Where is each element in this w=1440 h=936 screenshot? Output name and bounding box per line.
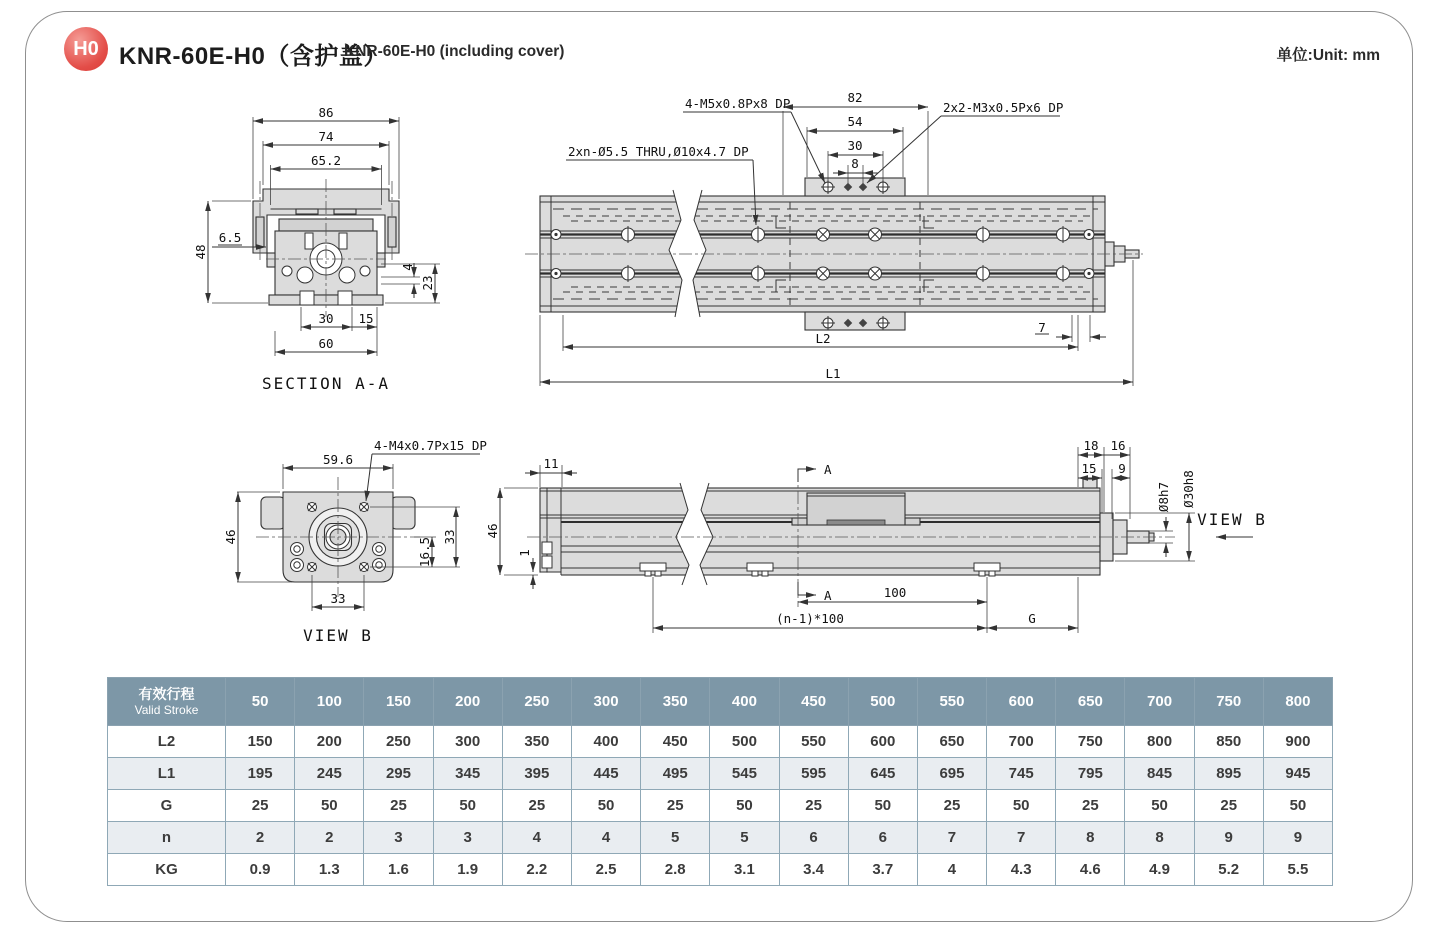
stroke-table bbox=[107, 677, 1333, 886]
dim-60: 60 bbox=[318, 336, 334, 351]
dim-4: 4 bbox=[400, 263, 415, 271]
table-cell: 3.4 bbox=[779, 854, 848, 886]
table-cell: 845 bbox=[1125, 758, 1194, 790]
section-aa-drawing bbox=[178, 105, 448, 395]
table-cell: 300 bbox=[433, 726, 502, 758]
dim-16: 16 bbox=[1110, 438, 1126, 453]
dim-16-5: 16.5 bbox=[417, 536, 432, 568]
stroke-header-cell: 300 bbox=[571, 678, 640, 726]
stroke-header-cell: 700 bbox=[1125, 678, 1194, 726]
table-cell: 4.9 bbox=[1125, 854, 1194, 886]
table-cell: 945 bbox=[1263, 758, 1332, 790]
dim-n-100: (n-1)*100 bbox=[776, 611, 844, 626]
table-cell: 50 bbox=[710, 790, 779, 822]
table-cell: 8 bbox=[1056, 822, 1125, 854]
dim-L1: L1 bbox=[825, 366, 841, 381]
table-cell: 50 bbox=[848, 790, 917, 822]
spec-table-wrap bbox=[107, 677, 1333, 886]
table-cell: 645 bbox=[848, 758, 917, 790]
dim-18: 18 bbox=[1083, 438, 1099, 453]
dim-G: G bbox=[1028, 611, 1036, 626]
stroke-header-cell: 600 bbox=[987, 678, 1056, 726]
side-view-part bbox=[527, 479, 1175, 585]
table-cell: 50 bbox=[571, 790, 640, 822]
table-cell: 50 bbox=[987, 790, 1056, 822]
table-cell: 295 bbox=[364, 758, 433, 790]
unit-label: 单位:Unit: mm bbox=[1276, 47, 1380, 64]
dim-11: 11 bbox=[543, 456, 559, 471]
callout-m3: 2x2-M3x0.5Px6 DP bbox=[943, 100, 1064, 115]
stroke-header-cell: 650 bbox=[1056, 678, 1125, 726]
h0-badge: H0 bbox=[64, 27, 108, 71]
stroke-header-cell: 800 bbox=[1263, 678, 1332, 726]
table-cell: 0.9 bbox=[226, 854, 295, 886]
table-cell: 250 bbox=[364, 726, 433, 758]
table-row bbox=[108, 854, 1333, 886]
section-aa-title: SECTION A-A bbox=[262, 374, 390, 393]
dim-54: 54 bbox=[847, 114, 863, 129]
table-cell: 550 bbox=[779, 726, 848, 758]
table-cell: 25 bbox=[917, 790, 986, 822]
table-cell: 50 bbox=[295, 790, 364, 822]
dim-74: 74 bbox=[318, 129, 334, 144]
callout-m4: 4-M4x0.7Px15 DP bbox=[374, 438, 487, 453]
table-cell: 2.2 bbox=[502, 854, 571, 886]
dim-33-right: 33 bbox=[442, 529, 457, 545]
dim-65-2: 65.2 bbox=[310, 153, 342, 168]
table-cell: 800 bbox=[1125, 726, 1194, 758]
table-cell: 345 bbox=[433, 758, 502, 790]
dim-30: 30 bbox=[318, 311, 334, 326]
table-cell: 7 bbox=[917, 822, 986, 854]
dim-59-6: 59.6 bbox=[322, 452, 354, 467]
table-row bbox=[108, 822, 1333, 854]
table-cell: 195 bbox=[226, 758, 295, 790]
table-cell: 25 bbox=[502, 790, 571, 822]
callout-drill: 2xn-Ø5.5 THRU,Ø10x4.7 DP bbox=[568, 144, 749, 159]
table-cell: 9 bbox=[1263, 822, 1332, 854]
table-cell: 5.2 bbox=[1194, 854, 1263, 886]
table-cell: 245 bbox=[295, 758, 364, 790]
stroke-header-cell: 500 bbox=[848, 678, 917, 726]
table-cell: 795 bbox=[1056, 758, 1125, 790]
callout-m5: 4-M5x0.8Px8 DP bbox=[685, 96, 791, 111]
stroke-header-cell: 150 bbox=[364, 678, 433, 726]
table-cell: 25 bbox=[364, 790, 433, 822]
side-view-drawing bbox=[475, 425, 1270, 650]
row-label: L1 bbox=[108, 758, 226, 790]
table-cell: 500 bbox=[710, 726, 779, 758]
table-cell: 4.3 bbox=[987, 854, 1056, 886]
valid-stroke-zh: 有效行程 bbox=[138, 686, 195, 702]
valid-stroke-en: Valid Stroke bbox=[134, 703, 199, 717]
table-cell: 3 bbox=[433, 822, 502, 854]
table-cell: 2.5 bbox=[571, 854, 640, 886]
table-cell: 695 bbox=[917, 758, 986, 790]
table-cell: 350 bbox=[502, 726, 571, 758]
page-title: KNR-60E-H0（含护盖） bbox=[119, 43, 388, 70]
table-cell: 50 bbox=[1125, 790, 1194, 822]
dim-15: 15 bbox=[358, 311, 374, 326]
top-view-drawing bbox=[523, 85, 1148, 400]
table-cell: 445 bbox=[571, 758, 640, 790]
dim-30-plate: 30 bbox=[847, 138, 863, 153]
table-row bbox=[108, 758, 1333, 790]
table-cell: 6 bbox=[779, 822, 848, 854]
valid-stroke-header bbox=[108, 678, 226, 726]
table-cell: 900 bbox=[1263, 726, 1332, 758]
table-cell: 1.9 bbox=[433, 854, 502, 886]
dim-6-5: 6.5 bbox=[218, 230, 242, 245]
table-cell: 200 bbox=[295, 726, 364, 758]
stroke-header-cell: 550 bbox=[917, 678, 986, 726]
row-label: n bbox=[108, 822, 226, 854]
table-cell: 25 bbox=[1056, 790, 1125, 822]
dim-46-side: 46 bbox=[485, 523, 500, 539]
table-cell: 745 bbox=[987, 758, 1056, 790]
table-cell: 50 bbox=[1263, 790, 1332, 822]
section-aa-part bbox=[253, 179, 399, 317]
section-marker-a-top: A bbox=[824, 462, 832, 477]
table-cell: 595 bbox=[779, 758, 848, 790]
dim-33-bottom: 33 bbox=[330, 591, 346, 606]
stroke-header-cell: 100 bbox=[295, 678, 364, 726]
dim-7: 7 bbox=[1038, 320, 1046, 335]
stroke-header-cell: 250 bbox=[502, 678, 571, 726]
stroke-header-row bbox=[108, 678, 1333, 726]
view-b-direction-label: VIEW B bbox=[1197, 510, 1267, 529]
page-subtitle: KNR-60E-H0 (including cover) bbox=[344, 43, 565, 60]
table-cell: 545 bbox=[710, 758, 779, 790]
dim-15: 15 bbox=[1081, 461, 1097, 476]
table-cell: 4 bbox=[502, 822, 571, 854]
dim-shaft-dia: Ø8h7 bbox=[1156, 481, 1171, 513]
table-cell: 25 bbox=[1194, 790, 1263, 822]
dim-86: 86 bbox=[318, 105, 334, 120]
stroke-header-cell: 400 bbox=[710, 678, 779, 726]
table-cell: 600 bbox=[848, 726, 917, 758]
table-cell: 3.1 bbox=[710, 854, 779, 886]
table-cell: 4 bbox=[917, 854, 986, 886]
dim-46: 46 bbox=[223, 529, 238, 545]
stroke-header-cell: 200 bbox=[433, 678, 502, 726]
table-cell: 400 bbox=[571, 726, 640, 758]
table-row bbox=[108, 790, 1333, 822]
table-cell: 5.5 bbox=[1263, 854, 1332, 886]
view-b-title: VIEW B bbox=[303, 626, 373, 645]
table-cell: 25 bbox=[779, 790, 848, 822]
stroke-header-cell: 350 bbox=[641, 678, 710, 726]
table-cell: 4 bbox=[571, 822, 640, 854]
dim-8: 8 bbox=[851, 156, 859, 171]
table-cell: 2 bbox=[226, 822, 295, 854]
table-cell: 7 bbox=[987, 822, 1056, 854]
section-marker-a-bottom: A bbox=[824, 588, 832, 603]
table-cell: 5 bbox=[641, 822, 710, 854]
dim-23: 23 bbox=[420, 275, 435, 291]
table-cell: 4.6 bbox=[1056, 854, 1125, 886]
table-cell: 3 bbox=[364, 822, 433, 854]
dim-82: 82 bbox=[847, 90, 863, 105]
table-cell: 650 bbox=[917, 726, 986, 758]
table-cell: 395 bbox=[502, 758, 571, 790]
table-row bbox=[108, 726, 1333, 758]
table-cell: 9 bbox=[1194, 822, 1263, 854]
dim-L2: L2 bbox=[815, 331, 831, 346]
dim-1: 1 bbox=[517, 549, 532, 557]
row-label: L2 bbox=[108, 726, 226, 758]
view-b-part bbox=[256, 477, 420, 597]
dim-pilot-dia: Ø30h8 bbox=[1181, 470, 1196, 508]
table-cell: 700 bbox=[987, 726, 1056, 758]
top-view-part bbox=[525, 178, 1143, 330]
table-cell: 895 bbox=[1194, 758, 1263, 790]
table-cell: 750 bbox=[1056, 726, 1125, 758]
table-cell: 5 bbox=[710, 822, 779, 854]
stroke-header-cell: 450 bbox=[779, 678, 848, 726]
row-label: G bbox=[108, 790, 226, 822]
table-cell: 495 bbox=[641, 758, 710, 790]
table-cell: 150 bbox=[226, 726, 295, 758]
table-cell: 25 bbox=[641, 790, 710, 822]
table-cell: 6 bbox=[848, 822, 917, 854]
table-cell: 2 bbox=[295, 822, 364, 854]
table-cell: 2.8 bbox=[641, 854, 710, 886]
table-cell: 8 bbox=[1125, 822, 1194, 854]
table-cell: 850 bbox=[1194, 726, 1263, 758]
dim-9: 9 bbox=[1118, 461, 1126, 476]
table-cell: 1.3 bbox=[295, 854, 364, 886]
view-b-drawing bbox=[208, 425, 503, 650]
table-cell: 1.6 bbox=[364, 854, 433, 886]
dim-48: 48 bbox=[193, 244, 208, 260]
row-label: KG bbox=[108, 854, 226, 886]
table-cell: 450 bbox=[641, 726, 710, 758]
stroke-header-cell: 750 bbox=[1194, 678, 1263, 726]
table-cell: 3.7 bbox=[848, 854, 917, 886]
stroke-header-cell: 50 bbox=[226, 678, 295, 726]
dim-100: 100 bbox=[883, 585, 907, 600]
table-cell: 25 bbox=[226, 790, 295, 822]
table-cell: 50 bbox=[433, 790, 502, 822]
